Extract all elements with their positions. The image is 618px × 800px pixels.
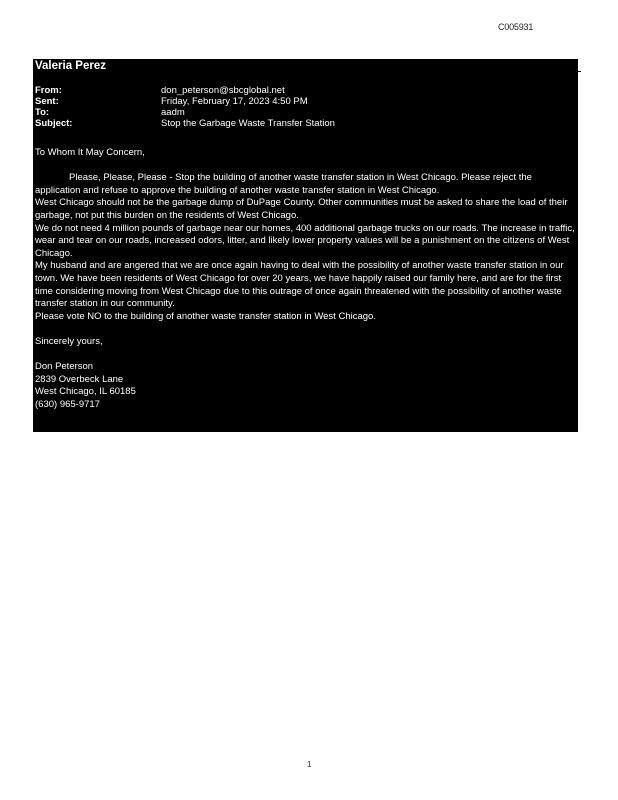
signature-phone: (630) 965-9717 (35, 398, 100, 410)
signature-address-line: West Chicago, IL 60185 (35, 386, 136, 398)
header-value: aadm (161, 107, 185, 118)
body-paragraph: We do not need 4 million pounds of garbage near our homes, 400 additional garbage trucks on our roads. The increase in traffic, wear and tear on our roads, increased odors, litter, and likely lower property values will be a punishment on the citizens of West Chicago. (35, 222, 575, 259)
body-paragraph: Please vote NO to the building of another waste transfer station in West Chicago. (35, 310, 376, 322)
sender-name: Valeria Perez (35, 60, 106, 72)
page-number: 1 (307, 760, 312, 769)
header-value: Friday, February 17, 2023 4:50 PM (161, 96, 308, 107)
header-label: From: (35, 85, 62, 96)
header-from (35, 85, 576, 96)
email-headers (35, 85, 576, 129)
header-label: To: (35, 107, 50, 118)
header-subject (35, 118, 576, 129)
body-paragraph: My husband and are angered that we are once again having to deal with the possibility of another waste transfer station in our town. We have been residents of West Chicago for over 20 years, we have happily raised our family here, and are for the first time considering moving from West Chicago due to this outrage of once again threatened with the possibility of another waste transfer station in our community. (35, 260, 564, 310)
signature-address-line: 2839 Overbeck Lane (35, 373, 124, 385)
email-content (33, 59, 578, 432)
header-label: Subject: (35, 118, 73, 129)
greeting: To Whom It May Concern, (35, 147, 145, 158)
closing: Sincerely yours, (35, 335, 103, 347)
signature-name: Don Peterson (35, 361, 94, 373)
body-paragraph: West Chicago should not be the garbage dump of DuPage County. Other communities must be asked to share the load of their garbage, not put this burden on the residents of West Chicago. (35, 197, 568, 221)
document-id: C005931 (498, 22, 534, 32)
body-paragraph: Please, Please, Please - Stop the building of another waste transfer station in West Chicago. Please reject the application and refuse to approve the building of another waste transfer station in West Chicago. (35, 172, 532, 196)
header-value: don_peterson@sbcglobal.net (161, 85, 285, 96)
header-label: Sent: (35, 96, 59, 107)
header-value: Stop the Garbage Waste Transfer Station (161, 118, 335, 129)
email-body (35, 147, 576, 411)
header-to (35, 107, 576, 118)
header-sent (35, 96, 576, 107)
